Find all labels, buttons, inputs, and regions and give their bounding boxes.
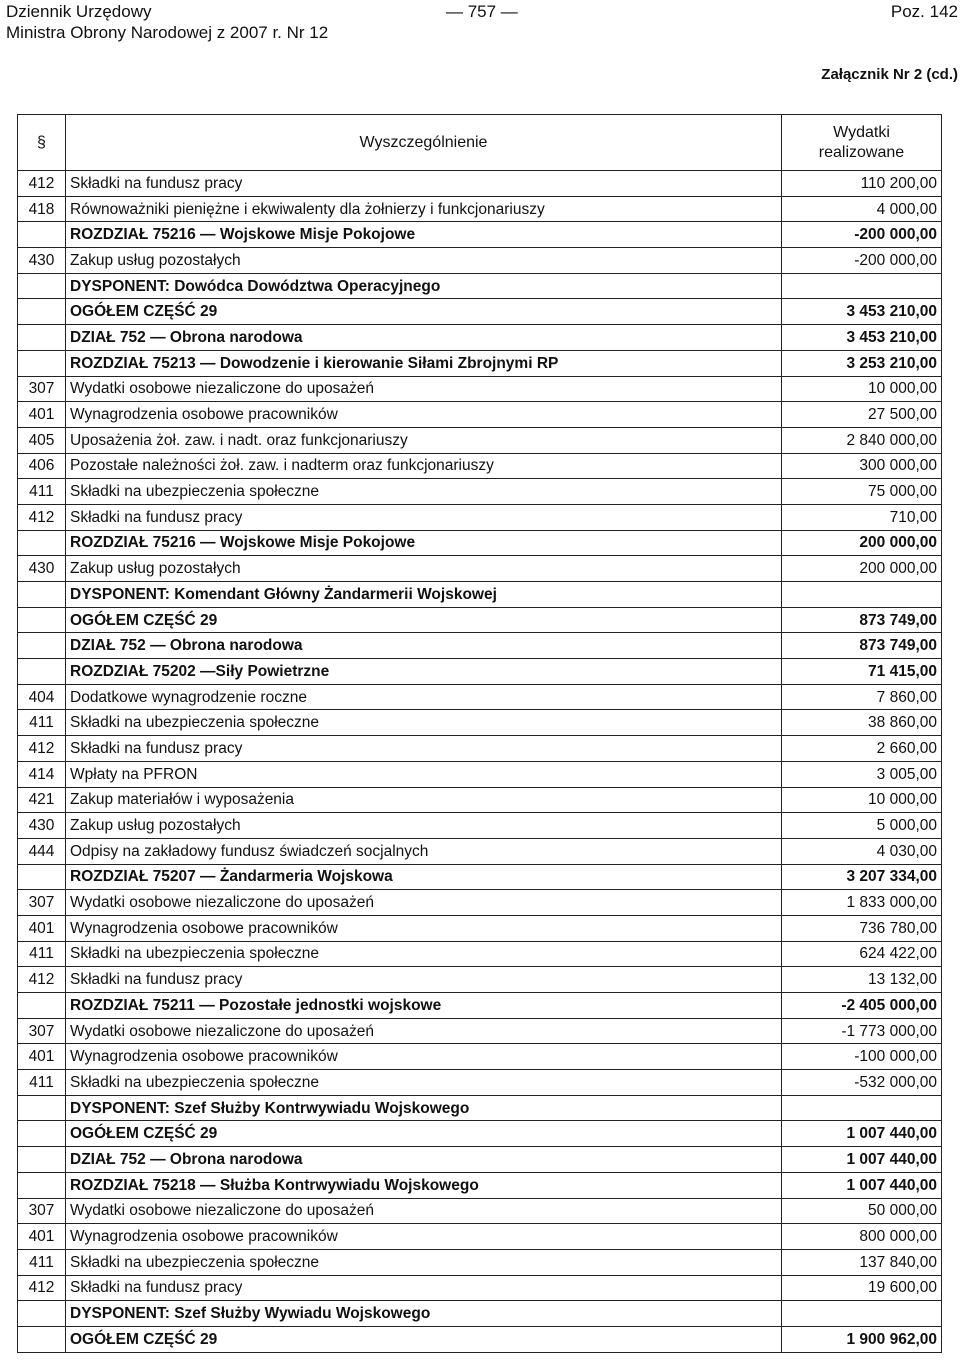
table-row: [18, 530, 942, 556]
ministry-title: Ministra Obrony Narodowej z 2007 r. Nr 12: [6, 23, 329, 42]
row-code: 414: [18, 761, 66, 787]
row-description: ROZDZIAŁ 75211 — Pozostałe jednostki wojskowe: [66, 993, 782, 1019]
expenditure-table: [17, 114, 942, 1353]
column-header-amount: [782, 115, 942, 171]
row-description: Pozostałe należności żoł. zaw. i nadterm oraz funkcjonariuszy: [66, 453, 782, 479]
row-code: [18, 1147, 66, 1173]
row-code: [18, 1301, 66, 1327]
table-row: [18, 787, 942, 813]
page-header: [6, 0, 958, 44]
table-row: [18, 1172, 942, 1198]
row-description: DYSPONENT: Dowódca Dowództwa Operacyjnego: [66, 273, 782, 299]
table-row: [18, 633, 942, 659]
row-amount: 3 453 210,00: [782, 299, 942, 325]
table-row: [18, 299, 942, 325]
annex-label: Załącznik Nr 2 (cd.): [821, 66, 958, 83]
column-header-description: Wyszczególnienie: [66, 115, 782, 171]
row-description: Składki na ubezpieczenia społeczne: [66, 710, 782, 736]
column-header-amount-line2: realizowane: [818, 143, 905, 161]
row-description: ROZDZIAŁ 75202 —Siły Powietrzne: [66, 659, 782, 685]
row-code: 405: [18, 427, 66, 453]
row-amount: [782, 1095, 942, 1121]
row-code: 412: [18, 504, 66, 530]
table-row: [18, 684, 942, 710]
table-row: [18, 1326, 942, 1352]
row-description: DYSPONENT: Komendant Główny Żandarmerii Wojskowej: [66, 582, 782, 608]
page-number: — 757 —: [446, 2, 518, 21]
row-description: OGÓŁEM CZĘŚĆ 29: [66, 607, 782, 633]
row-code: 307: [18, 1198, 66, 1224]
table-row: [18, 402, 942, 428]
row-amount: 10 000,00: [782, 787, 942, 813]
row-amount: -100 000,00: [782, 1044, 942, 1070]
table-row: [18, 376, 942, 402]
table-row: [18, 710, 942, 736]
row-code: 430: [18, 813, 66, 839]
table-row: [18, 967, 942, 993]
table-row: [18, 736, 942, 762]
row-code: [18, 993, 66, 1019]
table-row: [18, 1275, 942, 1301]
row-code: [18, 633, 66, 659]
table-row: [18, 1224, 942, 1250]
row-amount: 300 000,00: [782, 453, 942, 479]
table-row: [18, 1044, 942, 1070]
row-amount: 1 900 962,00: [782, 1326, 942, 1352]
row-description: Odpisy na zakładowy fundusz świadczeń socjalnych: [66, 838, 782, 864]
row-description: ROZDZIAŁ 75216 — Wojskowe Misje Pokojowe: [66, 222, 782, 248]
row-description: Składki na fundusz pracy: [66, 504, 782, 530]
row-amount: 3 453 210,00: [782, 325, 942, 351]
row-code: [18, 1121, 66, 1147]
row-code: 411: [18, 941, 66, 967]
row-code: 412: [18, 967, 66, 993]
table-row: [18, 504, 942, 530]
row-description: Składki na fundusz pracy: [66, 171, 782, 197]
row-code: 307: [18, 376, 66, 402]
table-row: [18, 453, 942, 479]
journal-title: Dziennik Urzędowy: [6, 2, 152, 21]
row-code: 404: [18, 684, 66, 710]
table-row: [18, 890, 942, 916]
table-row: [18, 248, 942, 274]
row-description: Wynagrodzenia osobowe pracowników: [66, 402, 782, 428]
row-code: [18, 273, 66, 299]
row-code: [18, 530, 66, 556]
table-header-row: [18, 115, 942, 171]
row-code: [18, 299, 66, 325]
table-row: [18, 915, 942, 941]
row-code: [18, 1172, 66, 1198]
row-amount: 800 000,00: [782, 1224, 942, 1250]
table-row: [18, 813, 942, 839]
row-amount: 873 749,00: [782, 607, 942, 633]
table-row: [18, 556, 942, 582]
table-row: [18, 1095, 942, 1121]
table-row: [18, 1018, 942, 1044]
table-row: [18, 196, 942, 222]
row-amount: 50 000,00: [782, 1198, 942, 1224]
table-row: [18, 582, 942, 608]
row-description: Składki na fundusz pracy: [66, 1275, 782, 1301]
table-row: [18, 1121, 942, 1147]
row-amount: 110 200,00: [782, 171, 942, 197]
row-code: 401: [18, 1044, 66, 1070]
row-amount: 19 600,00: [782, 1275, 942, 1301]
row-description: DYSPONENT: Szef Służby Wywiadu Wojskowego: [66, 1301, 782, 1327]
row-code: 401: [18, 402, 66, 428]
row-code: [18, 350, 66, 376]
table-row: [18, 941, 942, 967]
row-description: OGÓŁEM CZĘŚĆ 29: [66, 1326, 782, 1352]
row-code: 430: [18, 556, 66, 582]
position-number: Poz. 142: [890, 2, 958, 21]
table-row: [18, 864, 942, 890]
row-amount: 38 860,00: [782, 710, 942, 736]
row-amount: 71 415,00: [782, 659, 942, 685]
row-description: Zakup usług pozostałych: [66, 556, 782, 582]
row-amount: -532 000,00: [782, 1070, 942, 1096]
row-code: 421: [18, 787, 66, 813]
row-amount: -1 773 000,00: [782, 1018, 942, 1044]
row-code: 412: [18, 1275, 66, 1301]
table-row: [18, 1301, 942, 1327]
row-amount: 13 132,00: [782, 967, 942, 993]
row-amount: 4 000,00: [782, 196, 942, 222]
row-description: DYSPONENT: Szef Służby Kontrwywiadu Wojskowego: [66, 1095, 782, 1121]
row-description: Wynagrodzenia osobowe pracowników: [66, 1224, 782, 1250]
row-code: [18, 864, 66, 890]
row-code: [18, 582, 66, 608]
row-amount: -200 000,00: [782, 222, 942, 248]
row-amount: 2 660,00: [782, 736, 942, 762]
row-code: 307: [18, 890, 66, 916]
table-row: [18, 1249, 942, 1275]
row-description: Zakup usług pozostałych: [66, 248, 782, 274]
row-code: 411: [18, 1070, 66, 1096]
row-amount: [782, 273, 942, 299]
row-description: Składki na ubezpieczenia społeczne: [66, 1249, 782, 1275]
row-amount: 3 253 210,00: [782, 350, 942, 376]
row-code: 401: [18, 1224, 66, 1250]
column-header-paragraph: §: [18, 115, 66, 171]
row-description: ROZDZIAŁ 75218 — Służba Kontrwywiadu Wojskowego: [66, 1172, 782, 1198]
row-amount: [782, 1301, 942, 1327]
row-code: 307: [18, 1018, 66, 1044]
row-description: Równoważniki pieniężne i ekwiwalenty dla żołnierzy i funkcjonariuszy: [66, 196, 782, 222]
row-description: ROZDZIAŁ 75213 — Dowodzenie i kierowanie Siłami Zbrojnymi RP: [66, 350, 782, 376]
row-amount: 7 860,00: [782, 684, 942, 710]
row-code: 418: [18, 196, 66, 222]
row-code: 412: [18, 171, 66, 197]
row-code: 411: [18, 710, 66, 736]
row-code: 430: [18, 248, 66, 274]
row-description: Wydatki osobowe niezaliczone do uposażeń: [66, 890, 782, 916]
row-amount: 2 840 000,00: [782, 427, 942, 453]
row-amount: -2 405 000,00: [782, 993, 942, 1019]
row-description: ROZDZIAŁ 75216 — Wojskowe Misje Pokojowe: [66, 530, 782, 556]
table-row: [18, 427, 942, 453]
row-amount: 75 000,00: [782, 479, 942, 505]
row-code: 444: [18, 838, 66, 864]
table-row: [18, 1070, 942, 1096]
row-code: 406: [18, 453, 66, 479]
table-row: [18, 838, 942, 864]
row-amount: 137 840,00: [782, 1249, 942, 1275]
row-description: Wynagrodzenia osobowe pracowników: [66, 915, 782, 941]
table-row: [18, 659, 942, 685]
row-code: 401: [18, 915, 66, 941]
row-description: OGÓŁEM CZĘŚĆ 29: [66, 299, 782, 325]
table-row: [18, 993, 942, 1019]
row-amount: 1 833 000,00: [782, 890, 942, 916]
table-row: [18, 607, 942, 633]
row-amount: 3 207 334,00: [782, 864, 942, 890]
row-description: Wydatki osobowe niezaliczone do uposażeń: [66, 1018, 782, 1044]
row-description: OGÓŁEM CZĘŚĆ 29: [66, 1121, 782, 1147]
table-row: [18, 479, 942, 505]
row-amount: 10 000,00: [782, 376, 942, 402]
row-code: [18, 1326, 66, 1352]
row-description: Składki na ubezpieczenia społeczne: [66, 1070, 782, 1096]
row-description: Wydatki osobowe niezaliczone do uposażeń: [66, 376, 782, 402]
row-description: Składki na ubezpieczenia społeczne: [66, 479, 782, 505]
row-description: Zakup usług pozostałych: [66, 813, 782, 839]
table-row: [18, 1147, 942, 1173]
row-description: Składki na fundusz pracy: [66, 967, 782, 993]
row-description: DZIAŁ 752 — Obrona narodowa: [66, 633, 782, 659]
table-row: [18, 222, 942, 248]
row-amount: 200 000,00: [782, 530, 942, 556]
table-row: [18, 273, 942, 299]
row-description: Dodatkowe wynagrodzenie roczne: [66, 684, 782, 710]
row-description: Wpłaty na PFRON: [66, 761, 782, 787]
row-code: [18, 1095, 66, 1121]
row-amount: 5 000,00: [782, 813, 942, 839]
column-header-amount-line1: Wydatki: [833, 123, 890, 141]
row-description: Zakup materiałów i wyposażenia: [66, 787, 782, 813]
row-code: [18, 607, 66, 633]
row-amount: -200 000,00: [782, 248, 942, 274]
row-description: Składki na ubezpieczenia społeczne: [66, 941, 782, 967]
table-body: [18, 171, 942, 1353]
row-description: DZIAŁ 752 — Obrona narodowa: [66, 1147, 782, 1173]
row-code: [18, 222, 66, 248]
row-code: [18, 659, 66, 685]
row-amount: 1 007 440,00: [782, 1121, 942, 1147]
row-amount: 1 007 440,00: [782, 1147, 942, 1173]
row-code: 411: [18, 479, 66, 505]
row-description: Uposażenia żoł. zaw. i nadt. oraz funkcjonariuszy: [66, 427, 782, 453]
row-amount: 4 030,00: [782, 838, 942, 864]
row-amount: [782, 582, 942, 608]
row-amount: 873 749,00: [782, 633, 942, 659]
table-row: [18, 761, 942, 787]
row-description: Wydatki osobowe niezaliczone do uposażeń: [66, 1198, 782, 1224]
row-amount: 1 007 440,00: [782, 1172, 942, 1198]
row-description: ROZDZIAŁ 75207 — Żandarmeria Wojskowa: [66, 864, 782, 890]
row-description: Wynagrodzenia osobowe pracowników: [66, 1044, 782, 1070]
row-amount: 624 422,00: [782, 941, 942, 967]
row-amount: 3 005,00: [782, 761, 942, 787]
row-description: Składki na fundusz pracy: [66, 736, 782, 762]
row-amount: 200 000,00: [782, 556, 942, 582]
row-amount: 710,00: [782, 504, 942, 530]
table-row: [18, 1198, 942, 1224]
row-amount: 27 500,00: [782, 402, 942, 428]
table-row: [18, 171, 942, 197]
row-code: 412: [18, 736, 66, 762]
row-description: DZIAŁ 752 — Obrona narodowa: [66, 325, 782, 351]
table-row: [18, 350, 942, 376]
table-row: [18, 325, 942, 351]
row-code: 411: [18, 1249, 66, 1275]
row-amount: 736 780,00: [782, 915, 942, 941]
row-code: [18, 325, 66, 351]
